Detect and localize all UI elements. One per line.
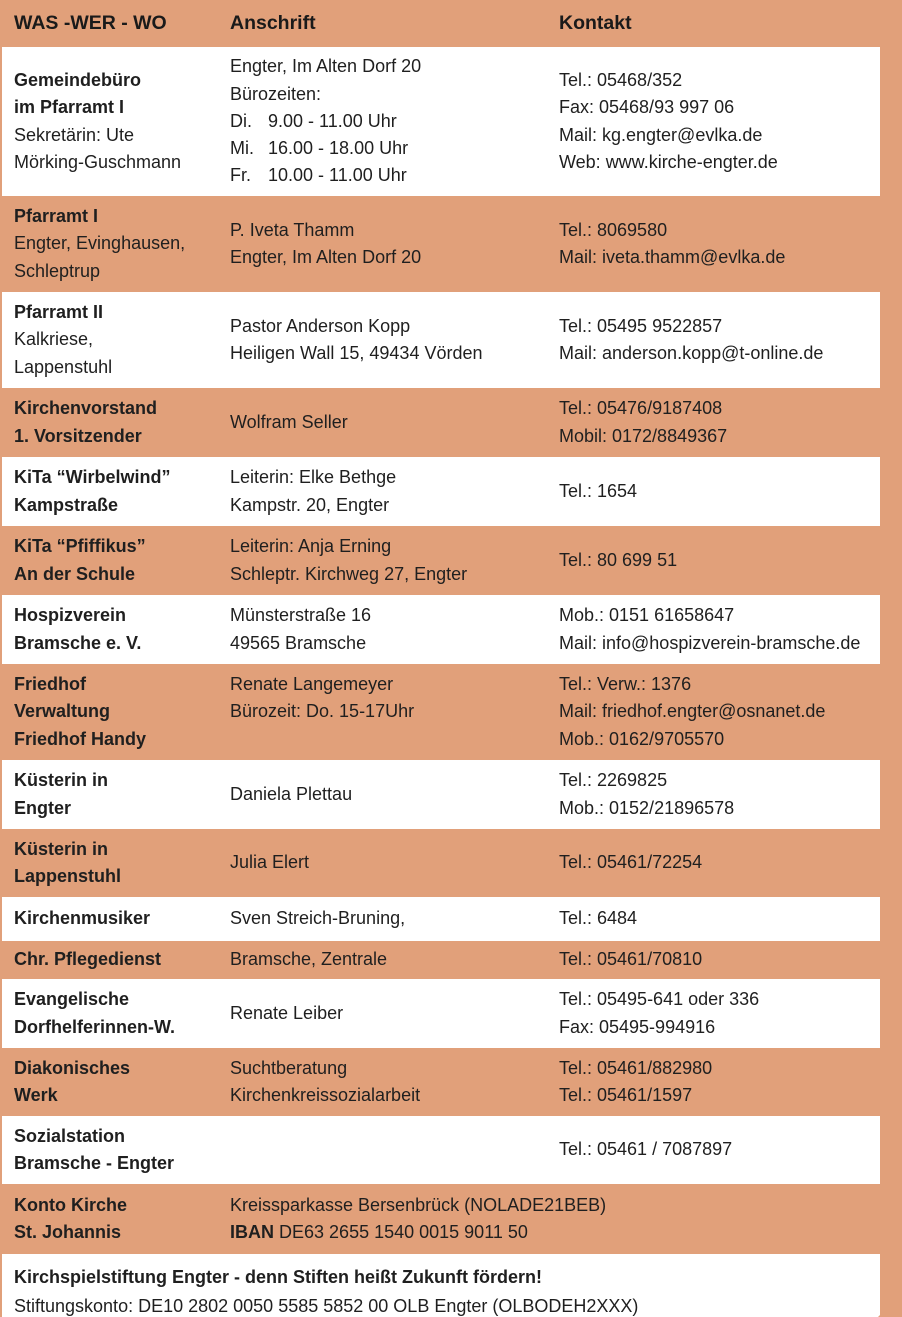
entry-contact-line: Mob.: 0152/21896578 — [559, 797, 735, 818]
entry-contact-line: Mail: friedhof.engter@osnanet.de — [559, 701, 826, 722]
entry-name-line: Kalkriese, — [14, 329, 94, 350]
entry-contact-line: Tel.: Verw.: 1376 — [559, 674, 692, 695]
entry-name-line: 1. Vorsitzender — [14, 425, 142, 446]
header-kontakt: Kontakt — [559, 11, 632, 34]
entry-address-line: Kreissparkasse Bersenbrück (NOLADE21BEB) — [230, 1194, 607, 1215]
entry-contact-line: Tel.: 6484 — [559, 908, 638, 929]
entry-name-line: Verwaltung — [14, 701, 111, 722]
entry-address-line: Bramsche, Zentrale — [230, 949, 388, 970]
office-hours-day: Mi. — [230, 138, 254, 159]
header-anschrift: Anschrift — [230, 11, 316, 34]
entry-name-line: Friedhof Handy — [14, 728, 147, 749]
entry-name-line: Küsterin in — [14, 770, 109, 791]
entry-name-cell — [14, 595, 220, 664]
entry-address-line: Renate Langemeyer — [230, 674, 394, 695]
entry-name-line: Kirchenmusiker — [14, 908, 151, 929]
table-row — [2, 1048, 880, 1116]
office-hours-day: Di. — [230, 110, 252, 131]
entry-name-line: KiTa “Wirbelwind” — [14, 467, 171, 488]
table-row — [2, 457, 880, 526]
entry-contact-line: Web: www.kirche-engter.de — [559, 151, 778, 172]
entry-name-line: Pfarramt I — [14, 206, 99, 227]
entry-name-line: Evangelische — [14, 989, 130, 1010]
entry-name-cell — [14, 941, 220, 979]
entry-name-cell — [14, 760, 220, 829]
entry-name-line: Chr. Pflegedienst — [14, 949, 162, 970]
entry-name-line: Gemeindebüro — [14, 69, 142, 90]
entry-contact-line: Tel.: 05461 / 7087897 — [559, 1139, 733, 1160]
entry-address-line: Suchtberatung — [230, 1057, 348, 1078]
entry-contact-cell — [559, 1184, 877, 1254]
entry-address-cell — [230, 979, 550, 1048]
entry-name-line: im Pfarramt I — [14, 97, 125, 118]
entry-contact-line: Tel.: 05476/9187408 — [559, 398, 723, 419]
entry-contact-cell — [559, 664, 877, 760]
entry-contact-cell — [559, 897, 877, 941]
entry-name-line: Kampstraße — [14, 494, 119, 515]
entry-address-cell — [230, 941, 550, 979]
table-row — [2, 526, 880, 595]
entry-contact-line: Tel.: 8069580 — [559, 219, 668, 240]
entry-address-cell — [230, 897, 550, 941]
entry-name-line: Sekretärin: Ute — [14, 124, 135, 145]
entry-name-line: Bramsche e. V. — [14, 632, 142, 653]
table-header — [2, 0, 880, 47]
entry-address-line: Münsterstraße 16 — [230, 605, 372, 626]
office-hours-time: 10.00 - 11.00 Uhr — [268, 165, 407, 186]
entry-contact-line: Tel.: 1654 — [559, 480, 638, 501]
entry-contact-cell — [559, 1048, 877, 1116]
entry-contact-line: Tel.: 05461/882980 — [559, 1057, 713, 1078]
entry-name-cell — [14, 388, 220, 457]
table-row — [2, 196, 880, 292]
iban-value: DE63 2655 1540 0015 9011 50 — [279, 1222, 528, 1242]
table-row — [2, 897, 880, 941]
entry-address-line: Bürozeit: Do. 15-17Uhr — [230, 701, 415, 722]
entry-address-line: Bürozeiten: — [230, 83, 322, 104]
entry-name-cell — [14, 664, 220, 760]
entry-address-cell — [230, 292, 550, 388]
entry-contact-cell — [559, 979, 877, 1048]
entry-name-line: Lappenstuhl — [14, 356, 113, 377]
entry-name-line: St. Johannis — [14, 1222, 122, 1242]
entry-contact-line: Mail: kg.engter@evlka.de — [559, 124, 763, 145]
entry-name-line: Friedhof — [14, 674, 86, 695]
entry-contact-cell — [559, 196, 877, 292]
entry-contact-cell — [559, 526, 877, 595]
entry-name-cell — [14, 979, 220, 1048]
entry-address-line: P. Iveta Thamm — [230, 219, 355, 240]
entry-address-cell — [230, 1184, 607, 1254]
foundation-footer — [2, 1254, 880, 1317]
entry-contact-line: Fax: 05495-994916 — [559, 1016, 716, 1037]
entry-contact-line: Tel.: 2269825 — [559, 770, 668, 791]
foundation-account: Stiftungskonto: DE10 2802 0050 5585 5852 00 OLB Engter (OLBODEH2XXX) — [14, 1296, 639, 1316]
entry-name-cell — [14, 829, 220, 897]
entry-address-line: Engter, Im Alten Dorf 20 — [230, 56, 422, 77]
entry-address-line: Renate Leiber — [230, 1002, 344, 1023]
table-row — [2, 664, 880, 760]
entry-address-cell — [230, 829, 550, 897]
entry-name-cell — [14, 1048, 220, 1116]
entry-contact-cell — [559, 47, 877, 196]
entry-address-cell — [230, 1048, 550, 1116]
office-hours-time: 16.00 - 18.00 Uhr — [268, 138, 409, 159]
entry-name-cell — [14, 196, 220, 292]
entry-contact-cell — [559, 760, 877, 829]
entry-address-cell — [230, 664, 550, 760]
entry-contact-line: Tel.: 05495-641 oder 336 — [559, 989, 760, 1010]
entry-name-line: Bramsche - Engter — [14, 1153, 175, 1173]
entry-contact-line: Tel.: 05495 9522857 — [559, 315, 723, 336]
entry-name-line: Kirchenvorstand — [14, 398, 158, 419]
entry-contact-cell — [559, 941, 877, 979]
entry-address-cell — [230, 760, 550, 829]
entry-name-cell — [14, 526, 220, 595]
table-row — [2, 979, 880, 1048]
entry-contact-line: Tel.: 05461/1597 — [559, 1085, 693, 1105]
entry-name-line: Hospizverein — [14, 605, 127, 626]
iban-line — [230, 1219, 550, 1246]
entry-name-line: KiTa “Pfiffikus” — [14, 536, 146, 557]
office-hours-line — [230, 108, 550, 135]
entry-address-line: Kampstr. 20, Engter — [230, 494, 390, 515]
entry-address-line: Heiligen Wall 15, 49434 Vörden — [230, 343, 483, 363]
entry-contact-line: Mail: info@hospizverein-bramsche.de — [559, 632, 861, 653]
office-hours-day: Fr. — [230, 165, 251, 186]
entry-name-line: Engter — [14, 797, 72, 818]
entry-name-cell — [14, 1116, 220, 1184]
table-row — [2, 47, 880, 196]
table-row — [2, 1184, 880, 1254]
entry-contact-cell — [559, 829, 877, 897]
entry-name-cell — [14, 457, 220, 526]
table-row — [2, 760, 880, 829]
table-row — [2, 388, 880, 457]
foundation-slogan: Kirchspielstiftung Engter - denn Stiften heißt Zukunft fördern! — [14, 1267, 542, 1287]
entry-contact-cell — [559, 388, 877, 457]
page-corner-fold — [878, 1293, 902, 1317]
entry-name-line: Dorfhelferinnen-W. — [14, 1016, 175, 1037]
entry-name-line: Pfarramt II — [14, 302, 104, 323]
entry-name-line: Mörking-Guschmann — [14, 151, 182, 172]
header-was-wer-wo: WAS -WER - WO — [14, 11, 167, 34]
office-hours-line — [230, 162, 550, 189]
entry-address-line: Wolfram Seller — [230, 411, 348, 432]
entry-address-cell — [230, 526, 550, 595]
entry-address-cell — [230, 1116, 550, 1184]
entry-contact-cell — [559, 457, 877, 526]
entry-address-cell — [230, 47, 550, 196]
entry-name-cell — [14, 292, 220, 388]
entry-name-line: Sozialstation — [14, 1125, 126, 1146]
entry-contact-line: Mail: iveta.thamm@evlka.de — [559, 247, 786, 267]
entry-address-line: Schleptr. Kirchweg 27, Engter — [230, 563, 468, 584]
entry-address-cell — [230, 595, 550, 664]
table-row — [2, 292, 880, 388]
entry-address-cell — [230, 388, 550, 457]
entry-contact-line: Mobil: 0172/8849367 — [559, 425, 728, 446]
entry-address-line: Leiterin: Elke Bethge — [230, 467, 397, 488]
entry-name-cell — [14, 1184, 220, 1254]
entry-address-line — [230, 726, 550, 753]
entry-name-line: Schleptrup — [14, 260, 101, 281]
entry-address-line: Sven Streich-Bruning, — [230, 908, 406, 929]
entry-name-cell — [14, 897, 220, 941]
entry-contact-line: Mob.: 0162/9705570 — [559, 728, 725, 749]
entry-name-line: Engter, Evinghausen, — [14, 233, 186, 254]
entry-contact-line: Tel.: 05461/70810 — [559, 949, 703, 970]
entry-contact-line: Tel.: 80 699 51 — [559, 549, 678, 570]
entry-name-line: Lappenstuhl — [14, 866, 121, 886]
table-row — [2, 829, 880, 897]
entry-contact-line: Tel.: 05461/72254 — [559, 852, 703, 873]
entry-name-line: Küsterin in — [14, 838, 109, 859]
entry-name-line: Diakonisches — [14, 1057, 131, 1078]
entry-address-cell — [230, 457, 550, 526]
entry-contact-cell — [559, 595, 877, 664]
entry-address-line: Pastor Anderson Kopp — [230, 315, 411, 336]
iban-label: IBAN — [230, 1222, 274, 1242]
office-hours-line — [230, 135, 550, 162]
entry-contact-cell — [559, 292, 877, 388]
entry-address-line: Leiterin: Anja Erning — [230, 536, 392, 557]
entry-name-line: An der Schule — [14, 563, 136, 584]
entry-name-cell — [14, 47, 220, 196]
table-row — [2, 1116, 880, 1184]
entry-address-line: Daniela Plettau — [230, 783, 353, 804]
office-hours-time: 9.00 - 11.00 Uhr — [268, 110, 397, 131]
entry-contact-line: Fax: 05468/93 997 06 — [559, 97, 735, 118]
entry-contact-line: Tel.: 05468/352 — [559, 69, 683, 90]
entry-address-cell — [230, 196, 550, 292]
entry-address-line: Kirchenkreissozialarbeit — [230, 1085, 421, 1105]
entry-address-line: Julia Elert — [230, 852, 310, 873]
entry-contact-line: Mail: anderson.kopp@t-online.de — [559, 343, 824, 363]
table-row — [2, 595, 880, 664]
table-row — [2, 941, 880, 979]
entry-name-line: Konto Kirche — [14, 1194, 128, 1215]
entry-contact-line: Mob.: 0151 61658647 — [559, 605, 735, 626]
entry-contact-cell — [559, 1116, 877, 1184]
entry-address-line: 49565 Bramsche — [230, 632, 367, 653]
entry-name-line: Werk — [14, 1085, 58, 1105]
entry-address-line: Engter, Im Alten Dorf 20 — [230, 247, 422, 267]
contact-directory — [2, 0, 880, 1317]
